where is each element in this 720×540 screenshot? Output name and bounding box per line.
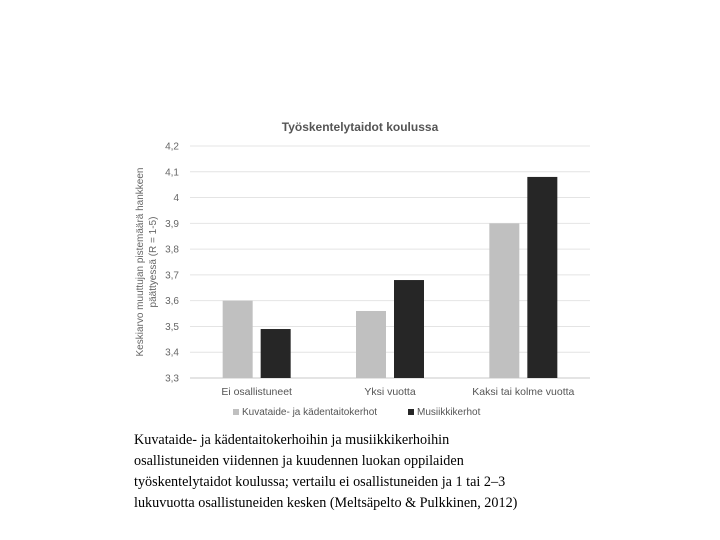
y-tick-label: 4,2 [165,141,179,153]
y-axis-label-line-1: Keskiarvo muuttujan pistemäärä hankkeen [135,167,146,357]
y-tick-label: 3,9 [165,218,179,230]
bar-series-1-cat-1 [223,301,253,378]
legend-swatch-series-2 [408,409,414,415]
bar-series-2-cat-1 [261,329,291,378]
chart-title: Työskentelytaidot koulussa [281,120,439,134]
y-tick-label: 3,6 [165,296,179,308]
bar-series-2-cat-2 [394,280,424,378]
y-tick-labels [165,142,179,385]
y-tick-label: 3,4 [165,347,179,359]
y-tick-label: 3,5 [165,321,179,333]
category-label: Yksi vuotta [364,386,416,398]
legend-swatch-series-1 [233,409,239,415]
y-tick-label: 4 [173,193,179,205]
caption-line-3: työskentelytaidot koulussa; vertailu ei osallistuneiden ja 1 tai 2–3 [134,474,506,490]
y-axis-label-line-2: päättyessä (R = 1-5) [148,216,159,308]
y-tick-label: 3,3 [165,373,179,385]
figure-caption [134,430,614,514]
legend-label-series-2: Musiikkikerhot [417,407,481,418]
category-label: Ei osallistuneet [221,386,292,398]
bars [223,177,558,378]
legend [233,407,481,418]
category-label: Kaksi tai kolme vuotta [472,386,575,398]
legend-label-series-1: Kuvataide- ja kädentaitokerhot [242,407,378,418]
caption-line-2: osallistuneiden viidennen ja kuudennen luokan oppilaiden [134,453,464,469]
y-tick-label: 3,7 [165,270,179,282]
bar-series-1-cat-2 [356,311,386,378]
y-tick-label: 3,8 [165,244,179,256]
bar-series-1-cat-3 [489,223,519,378]
caption-line-1: Kuvataide- ja kädentaitokerhoihin ja musiikkikerhoihin [134,432,450,448]
category-labels [221,386,574,398]
caption-line-4: lukuvuotta osallistuneiden kesken (Meltsäpelto & Pulkkinen, 2012) [134,495,518,511]
bar-series-2-cat-3 [527,177,557,378]
y-tick-label: 4,1 [165,167,179,179]
